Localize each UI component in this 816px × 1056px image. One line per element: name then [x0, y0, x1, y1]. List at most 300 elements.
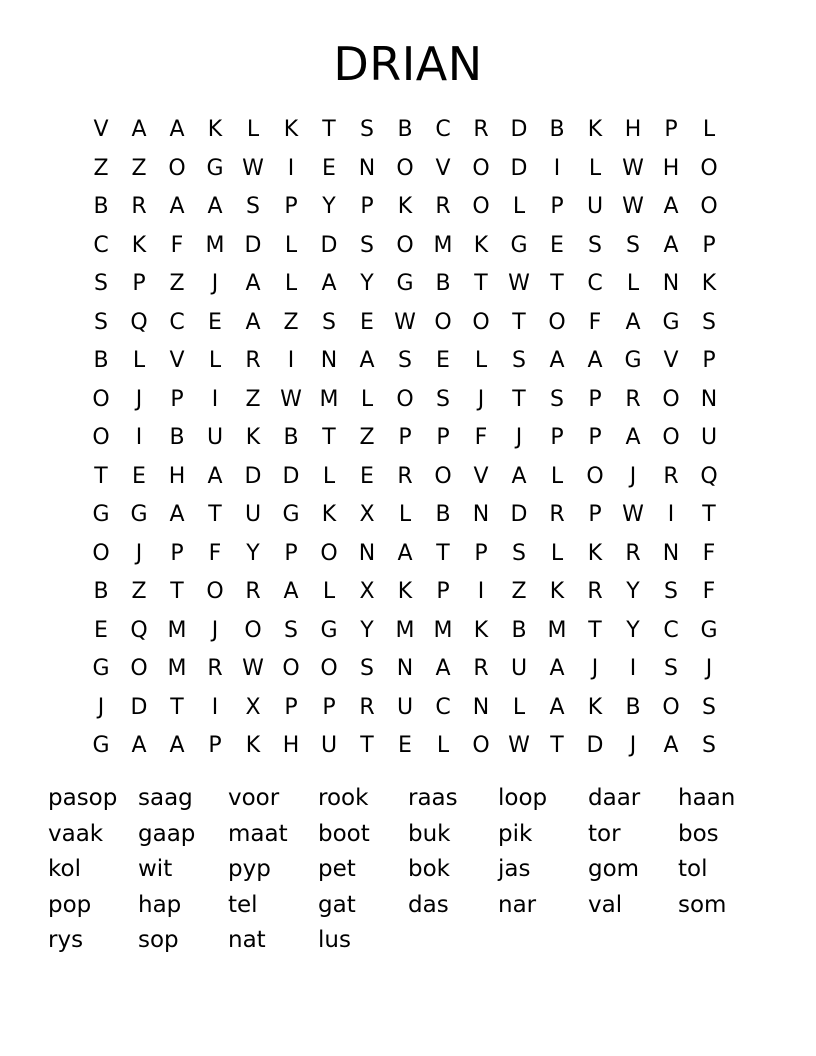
grid-letter: G — [624, 348, 642, 374]
grid-letter: P — [550, 425, 564, 451]
grid-letter: V — [663, 348, 679, 374]
word-list-item: gom — [588, 856, 640, 882]
word-list-item: haan — [678, 785, 736, 811]
grid-letter: B — [283, 425, 299, 451]
grid-letter: P — [436, 579, 450, 605]
word-list-item: saag — [138, 785, 193, 811]
grid-letter: U — [700, 425, 718, 451]
grid-row — [82, 111, 728, 150]
grid-letter: A — [663, 194, 679, 220]
grid-letter: C — [663, 617, 679, 643]
grid-letter: S — [246, 194, 260, 220]
grid-letter: O — [130, 656, 148, 682]
grid-letter: Q — [130, 617, 148, 643]
grid-letter: A — [511, 463, 527, 489]
grid-letter: Y — [322, 194, 336, 220]
word-list-item: nar — [498, 891, 537, 918]
grid-letter: T — [322, 117, 336, 143]
grid-letter: B — [93, 579, 109, 605]
grid-letter: L — [322, 579, 336, 605]
grid-letter: K — [321, 502, 337, 528]
grid-letter: G — [282, 502, 300, 528]
grid-letter: L — [512, 694, 526, 720]
grid-letter: F — [208, 540, 222, 566]
grid-letter: S — [398, 348, 412, 374]
grid-letter: F — [702, 540, 716, 566]
grid-letter: W — [280, 386, 302, 412]
grid-letter: D — [510, 155, 528, 181]
grid-letter: O — [662, 425, 680, 451]
grid-letter: Z — [131, 155, 147, 181]
grid-letter: S — [664, 579, 678, 605]
word-list-item: bos — [678, 820, 719, 847]
grid-letter: O — [662, 694, 680, 720]
grid-letter: L — [436, 733, 450, 759]
grid-letter: O — [92, 425, 110, 451]
grid-letter: Q — [130, 309, 148, 335]
grid-letter: G — [206, 155, 224, 181]
grid-letter: W — [622, 194, 644, 220]
grid-letter: K — [283, 117, 299, 143]
grid-letter: T — [170, 579, 184, 605]
grid-letter: O — [586, 463, 604, 489]
grid-row — [82, 727, 728, 766]
grid-letter: Z — [283, 309, 299, 335]
grid-letter: C — [435, 117, 451, 143]
word-list-item: pasop — [48, 785, 118, 811]
grid-letter: D — [510, 502, 528, 528]
grid-letter: O — [472, 194, 490, 220]
grid-letter: L — [702, 117, 716, 143]
grid-letter: R — [359, 694, 375, 720]
grid-letter: O — [396, 232, 414, 258]
grid-letter: A — [169, 502, 185, 528]
grid-letter: T — [550, 271, 564, 297]
grid-letter: N — [472, 502, 490, 528]
grid-letter: O — [472, 733, 490, 759]
grid-row — [82, 650, 728, 689]
grid-letter: O — [662, 386, 680, 412]
grid-letter: U — [396, 694, 414, 720]
grid-letter: K — [473, 617, 489, 643]
grid-letter: J — [705, 656, 713, 682]
grid-row — [82, 265, 728, 304]
grid-letter: B — [511, 617, 527, 643]
grid-letter: E — [360, 463, 374, 489]
grid-letter: B — [435, 502, 451, 528]
grid-letter: E — [550, 232, 564, 258]
grid-letter: K — [245, 425, 261, 451]
grid-letter: R — [473, 656, 489, 682]
grid-letter: N — [396, 656, 414, 682]
grid-letter: P — [398, 425, 412, 451]
grid-letter: S — [702, 309, 716, 335]
word-list-item: tor — [588, 820, 621, 847]
word-list-item: raas — [408, 785, 458, 811]
word-list-item: pop — [48, 891, 92, 918]
grid-letter: D — [130, 694, 148, 720]
grid-letter: S — [360, 656, 374, 682]
word-list-item: pyp — [228, 856, 271, 882]
grid-letter: J — [211, 617, 219, 643]
grid-letter: T — [512, 386, 526, 412]
grid-letter: D — [244, 463, 262, 489]
grid-letter: Q — [700, 463, 718, 489]
grid-letter: S — [360, 117, 374, 143]
grid-letter: I — [211, 694, 219, 720]
grid-letter: O — [472, 155, 490, 181]
grid-letter: Z — [245, 386, 261, 412]
grid-letter: K — [587, 694, 603, 720]
grid-letter: O — [92, 540, 110, 566]
grid-letter: A — [549, 348, 565, 374]
grid-letter: S — [588, 232, 602, 258]
grid-letter: I — [287, 348, 295, 374]
grid-letter: K — [587, 117, 603, 143]
grid-letter: G — [130, 502, 148, 528]
grid-letter: P — [588, 386, 602, 412]
grid-letter: L — [208, 348, 222, 374]
grid-letter: Z — [169, 271, 185, 297]
grid-letter: X — [359, 579, 375, 605]
grid-letter: A — [283, 579, 299, 605]
grid-letter: J — [515, 425, 523, 451]
word-list-item: kol — [48, 856, 81, 882]
grid-letter: O — [320, 540, 338, 566]
grid-letter: N — [700, 386, 718, 412]
grid-letter: A — [625, 309, 641, 335]
grid-letter: P — [208, 733, 222, 759]
grid-letter: O — [434, 309, 452, 335]
grid-letter: N — [358, 155, 376, 181]
grid-letter: V — [93, 117, 109, 143]
grid-letter: Y — [360, 271, 374, 297]
grid-letter: W — [394, 309, 416, 335]
grid-letter: J — [629, 733, 637, 759]
grid-letter: R — [625, 386, 641, 412]
grid-letter: M — [547, 617, 567, 643]
grid-letter: Y — [246, 540, 260, 566]
grid-letter: P — [170, 540, 184, 566]
grid-letter: O — [548, 309, 566, 335]
grid-letter: D — [320, 232, 338, 258]
page-title: DRIAN — [333, 37, 483, 91]
grid-letter: S — [702, 733, 716, 759]
grid-letter: A — [549, 656, 565, 682]
grid-letter: W — [242, 155, 264, 181]
grid-letter: W — [622, 502, 644, 528]
grid-letter: B — [549, 117, 565, 143]
word-list-item: rys — [48, 927, 84, 953]
grid-letter: O — [700, 155, 718, 181]
grid-letter: K — [549, 579, 565, 605]
grid-letter: M — [167, 656, 187, 682]
word-list-item: som — [678, 891, 727, 918]
grid-letter: X — [359, 502, 375, 528]
grid-letter: P — [702, 348, 716, 374]
grid-letter: O — [472, 309, 490, 335]
grid-letter: P — [284, 694, 298, 720]
grid-letter: L — [360, 386, 374, 412]
grid-letter: S — [284, 617, 298, 643]
grid-letter: R — [207, 656, 223, 682]
grid-letter: Z — [131, 579, 147, 605]
grid-letter: V — [435, 155, 451, 181]
grid-letter: I — [287, 155, 295, 181]
word-list-item: tol — [678, 856, 708, 882]
grid-letter: A — [207, 463, 223, 489]
grid-letter: E — [208, 309, 222, 335]
grid-letter: P — [702, 232, 716, 258]
grid-letter: S — [94, 309, 108, 335]
grid-letter: O — [282, 656, 300, 682]
grid-letter: I — [667, 502, 675, 528]
grid-letter: J — [211, 271, 219, 297]
word-list-item: wit — [138, 856, 173, 882]
word-list-item: vaak — [48, 820, 104, 847]
grid-letter: O — [168, 155, 186, 181]
grid-letter: D — [282, 463, 300, 489]
grid-letter: Y — [626, 617, 640, 643]
grid-letter: W — [622, 155, 644, 181]
grid-letter: L — [626, 271, 640, 297]
word-list-item: gat — [318, 891, 356, 918]
grid-letter: K — [587, 540, 603, 566]
grid-letter: B — [93, 194, 109, 220]
grid-letter: O — [92, 386, 110, 412]
grid-letter: V — [473, 463, 489, 489]
grid-letter: A — [169, 117, 185, 143]
grid-letter: L — [284, 271, 298, 297]
grid-letter: O — [320, 656, 338, 682]
grid-letter: P — [132, 271, 146, 297]
grid-letter: A — [131, 117, 147, 143]
grid-letter: I — [135, 425, 143, 451]
grid-letter: B — [435, 271, 451, 297]
grid-letter: L — [588, 155, 602, 181]
grid-letter: R — [663, 463, 679, 489]
grid-letter: T — [322, 425, 336, 451]
grid-letter: K — [397, 579, 413, 605]
grid-letter: P — [284, 194, 298, 220]
word-list-item: voor — [228, 785, 280, 811]
grid-letter: C — [435, 694, 451, 720]
grid-letter: S — [512, 348, 526, 374]
grid-letter: Y — [360, 617, 374, 643]
grid-letter: O — [206, 579, 224, 605]
grid-letter: S — [360, 232, 374, 258]
grid-letter: G — [510, 232, 528, 258]
grid-letter: N — [472, 694, 490, 720]
grid-letter: G — [92, 502, 110, 528]
grid-row — [82, 689, 728, 728]
grid-letter: F — [170, 232, 184, 258]
word-list-item: pik — [498, 820, 533, 847]
word-list-item: nat — [228, 927, 266, 953]
grid-letter: O — [700, 194, 718, 220]
grid-letter: K — [473, 232, 489, 258]
grid-letter: P — [588, 502, 602, 528]
grid-letter: O — [396, 386, 414, 412]
grid-row — [82, 188, 728, 227]
grid-letter: S — [550, 386, 564, 412]
grid-row — [82, 227, 728, 266]
grid-letter: M — [167, 617, 187, 643]
grid-letter: T — [170, 694, 184, 720]
grid-letter: A — [131, 733, 147, 759]
grid-row — [82, 419, 728, 458]
grid-letter: L — [550, 540, 564, 566]
grid-letter: N — [320, 348, 338, 374]
grid-letter: K — [207, 117, 223, 143]
grid-letter: B — [93, 348, 109, 374]
word-list-item: maat — [228, 820, 288, 847]
grid-letter: H — [624, 117, 642, 143]
grid-letter: O — [244, 617, 262, 643]
grid-letter: A — [587, 348, 603, 374]
grid-letter: H — [662, 155, 680, 181]
grid-letter: P — [474, 540, 488, 566]
grid-letter: K — [701, 271, 717, 297]
grid-letter: E — [398, 733, 412, 759]
grid-letter: R — [587, 579, 603, 605]
grid-letter: I — [211, 386, 219, 412]
grid-letter: I — [629, 656, 637, 682]
grid-row — [82, 150, 728, 189]
word-list-item: rook — [318, 785, 369, 811]
grid-letter: S — [702, 694, 716, 720]
grid-letter: R — [397, 463, 413, 489]
grid-letter: E — [94, 617, 108, 643]
grid-letter: G — [92, 733, 110, 759]
grid-letter: A — [435, 656, 451, 682]
word-list-item: val — [588, 891, 623, 918]
word-list-item: pet — [318, 856, 356, 882]
grid-letter: K — [397, 194, 413, 220]
word-list-item: buk — [408, 820, 451, 847]
grid-letter: A — [663, 232, 679, 258]
grid-letter: Z — [93, 155, 109, 181]
grid-letter: T — [702, 502, 716, 528]
word-list-item: gaap — [138, 820, 196, 847]
grid-letter: D — [244, 232, 262, 258]
grid-letter: W — [508, 733, 530, 759]
grid-letter: C — [93, 232, 109, 258]
grid-letter: L — [398, 502, 412, 528]
grid-letter: P — [588, 425, 602, 451]
grid-letter: T — [474, 271, 488, 297]
grid-letter: P — [360, 194, 374, 220]
grid-letter: A — [169, 194, 185, 220]
grid-letter: N — [358, 540, 376, 566]
grid-letter: T — [208, 502, 222, 528]
grid-letter: E — [360, 309, 374, 335]
grid-letter: G — [700, 617, 718, 643]
grid-letter: K — [131, 232, 147, 258]
grid-letter: M — [319, 386, 339, 412]
grid-letter: M — [433, 617, 453, 643]
grid-letter: J — [629, 463, 637, 489]
grid-letter: U — [320, 733, 338, 759]
grid-letter: Z — [511, 579, 527, 605]
grid-letter: U — [510, 656, 528, 682]
word-list-item: jas — [498, 856, 531, 882]
grid-letter: S — [436, 386, 450, 412]
grid-letter: S — [664, 656, 678, 682]
grid-letter: A — [549, 694, 565, 720]
grid-letter: L — [246, 117, 260, 143]
grid-letter: L — [512, 194, 526, 220]
word-list-item: tel — [228, 891, 258, 918]
grid-letter: P — [550, 194, 564, 220]
grid-letter: D — [586, 733, 604, 759]
grid-letter: A — [245, 271, 261, 297]
grid-letter: M — [205, 232, 225, 258]
grid-letter: J — [477, 386, 485, 412]
grid-letter: G — [92, 656, 110, 682]
grid-row — [82, 612, 728, 651]
grid-letter: O — [434, 463, 452, 489]
grid-letter: F — [588, 309, 602, 335]
grid-letter: U — [586, 194, 604, 220]
grid-letter: R — [625, 540, 641, 566]
grid-letter: E — [436, 348, 450, 374]
grid-letter: T — [550, 733, 564, 759]
grid-letter: T — [360, 733, 374, 759]
grid-letter: K — [245, 733, 261, 759]
grid-letter: F — [474, 425, 488, 451]
grid-letter: W — [508, 271, 530, 297]
grid-letter: S — [512, 540, 526, 566]
grid-letter: S — [322, 309, 336, 335]
grid-letter: Z — [359, 425, 375, 451]
grid-letter: C — [587, 271, 603, 297]
grid-row — [82, 496, 728, 535]
grid-letter: E — [132, 463, 146, 489]
grid-letter: C — [169, 309, 185, 335]
grid-letter: P — [284, 540, 298, 566]
letter-grid — [82, 111, 728, 766]
grid-letter: N — [662, 271, 680, 297]
grid-row — [82, 535, 728, 574]
grid-letter: A — [169, 733, 185, 759]
grid-letter: L — [474, 348, 488, 374]
word-list — [48, 781, 768, 959]
grid-letter: E — [322, 155, 336, 181]
grid-letter: L — [284, 232, 298, 258]
grid-letter: A — [397, 540, 413, 566]
grid-letter: V — [169, 348, 185, 374]
grid-row — [82, 381, 728, 420]
word-list-item: boot — [318, 820, 370, 847]
grid-letter: J — [135, 386, 143, 412]
grid-letter: P — [436, 425, 450, 451]
word-list-item: lus — [318, 927, 351, 953]
word-list-item: bok — [408, 856, 450, 882]
grid-letter: R — [473, 117, 489, 143]
grid-letter: T — [588, 617, 602, 643]
grid-row — [82, 304, 728, 343]
grid-letter: P — [322, 694, 336, 720]
grid-letter: B — [625, 694, 641, 720]
grid-letter: U — [244, 502, 262, 528]
grid-letter: R — [435, 194, 451, 220]
word-list-item: das — [408, 891, 449, 918]
grid-letter: I — [477, 579, 485, 605]
grid-letter: A — [207, 194, 223, 220]
grid-letter: A — [625, 425, 641, 451]
grid-letter: R — [245, 579, 261, 605]
